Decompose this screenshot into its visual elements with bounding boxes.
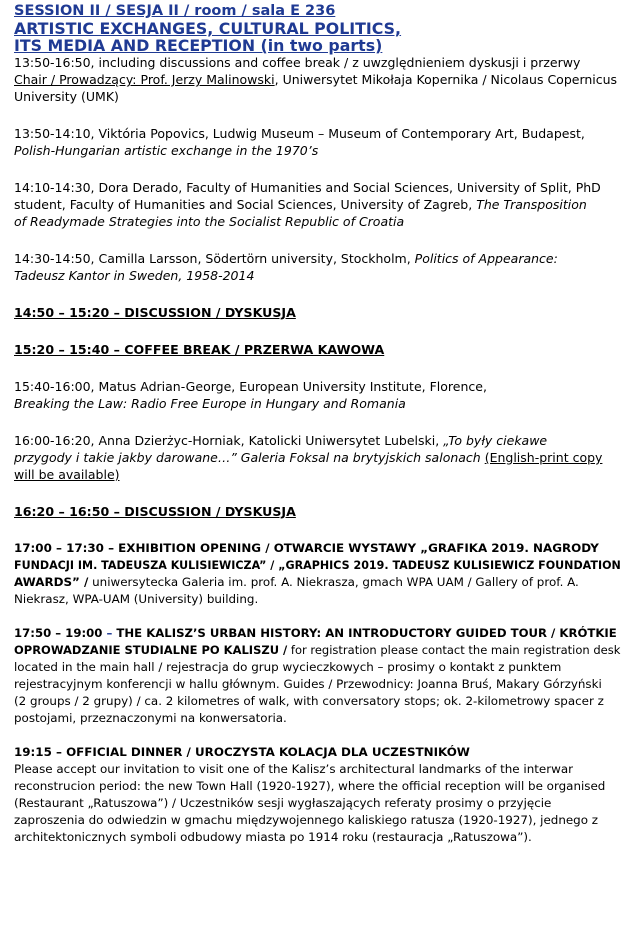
talk-3-title-start: Politics of Appearance: — [414, 251, 558, 266]
talk-5-print-note-cont: will be available) — [14, 467, 120, 482]
chair-line — [14, 71, 626, 88]
session-title-line2: ITS MEDIA AND RECEPTION (in two parts) — [14, 36, 383, 55]
talk-5-print-note: (English-print copy — [484, 450, 603, 465]
talk-5-title-start: „To były ciekawe — [443, 433, 548, 448]
dinner-line-2: reconstrucion period: the new Town Hall (1920-1927), where the official reception will be organised — [14, 779, 606, 793]
tour-line-5: (2 groups / 2 grupy) / ca. 2 kilometres of walk, with conversatory stops; ok. 2-kilometrowy spacer z — [14, 694, 604, 708]
talk-3-title: Tadeusz Kantor in Sweden, 1958-2014 — [14, 268, 255, 283]
talk-1-speaker: 13:50-14:10, Viktória Popovics, Ludwig Museum – Museum of Contemporary Art, Budapest, — [14, 126, 585, 141]
dinner-line-3: (Restaurant „Ratuszowa”) / Uczestników sesji wygłaszających referaty prosimy o przyjęcie — [14, 796, 552, 810]
talk-5-affiliation: 16:00-16:20, Anna Dzierżyc-Horniak, Katolicki Uniwersytet Lubelski, — [14, 433, 444, 448]
talk-2-title: of Readymade Strategies into the Socialist Republic of Croatia — [14, 214, 405, 229]
session-time-info: 13:50-16:50, including discussions and coffee break / z uwzględnieniem dyskusji i przerwy — [14, 55, 581, 70]
tour-title-cont: OPROWADZANIE STUDIALNE PO KALISZU / — [14, 643, 288, 657]
tour-registration: for registration please contact the main registration desk — [287, 643, 621, 657]
tour-line-6: postojami, przeznaczonymi na konwersatoria. — [14, 711, 287, 725]
dinner-line-1: Please accept our invitation to visit one of the Kalisz’s architectural landmarks of the interwar — [14, 762, 574, 776]
program-page — [14, 0, 626, 846]
talk-4-title: Breaking the Law: Radio Free Europe in Hungary and Romania — [14, 396, 406, 411]
talk-1-title: Polish-Hungarian artistic exchange in the 1970’s — [14, 143, 319, 158]
talk-3-affiliation: 14:30-14:50, Camilla Larsson, Södertörn university, Stockholm, — [14, 251, 415, 266]
exhibition-line-4: Niekrasz, WPA-UAM (University) building. — [14, 592, 259, 606]
coffee-break-heading: 15:20 – 15:40 – COFFEE BREAK / PRZERWA KAWOWA — [14, 342, 385, 357]
session-room-line: SESSION II / SESJA II / room / sala E 236 — [14, 3, 336, 19]
exhibition-line-3 — [14, 574, 626, 591]
tour-line-3: located in the main hall / rejestracja do grup wycieczkowych – prosimy o kontakt z punktem — [14, 660, 562, 674]
session-title-line1: ARTISTIC EXCHANGES, CULTURAL POLITICS, — [14, 19, 402, 38]
tour-title: THE KALISZ’S URBAN HISTORY: AN INTRODUCTORY GUIDED TOUR / KRÓTKIE — [112, 626, 617, 640]
dinner-line-4: zaproszenia do odwiedzin w gmachu międzywojennego kaliskiego ratusza (1920-1927), jednego z — [14, 813, 599, 827]
dinner-heading: 19:15 – OFFICIAL DINNER / UROCZYSTA KOLACJA DLA UCZESTNIKÓW — [14, 745, 470, 759]
chair-affiliation-cont: University (UMK) — [14, 89, 119, 104]
exhibition-line-2: FUNDACJI IM. TADEUSZA KULISIEWICZA” / „GRAPHICS 2019. TADEUSZ KULISIEWICZ FOUNDATION — [14, 559, 621, 572]
exhibition-awards: AWARDS” / — [14, 575, 89, 589]
discussion-2-heading: 16:20 – 16:50 – DISCUSSION / DYSKUSJA — [14, 504, 296, 519]
talk-5-title: przygody i takie jakby darowane…” Galeria Foksal na brytyjskich salonach — [14, 450, 481, 465]
tour-time: 17:50 – 19:00 — [14, 626, 107, 640]
exhibition-line-1: 17:00 – 17:30 – EXHIBITION OPENING / OTWARCIE WYSTAWY „GRAFIKA 2019. NAGRODY — [14, 541, 599, 555]
talk-5-title-line — [14, 449, 626, 466]
talk-2-speaker-cont — [14, 196, 626, 213]
talk-2-title-start: The Transposition — [476, 197, 587, 212]
dinner-line-5: architektonicznych symboli odbudowy miasta po 1914 roku (restauracja „Ratuszowa”). — [14, 830, 532, 844]
chair-label: Chair / Prowadzący: Prof. Jerzy Malinowski — [14, 72, 275, 87]
chair-affiliation: , Uniwersytet Mikołaja Kopernika / Nicolaus Copernicus — [274, 72, 618, 87]
exhibition-venue: uniwersytecka Galeria im. prof. A. Niekrasza, gmach WPA UAM / Gallery of prof. A. — [88, 575, 579, 589]
tour-line-1 — [14, 625, 626, 642]
tour-line-4: rejestracyjnym konferencji w hallu głównym. Guides / Przewodnicy: Joanna Bruś, Makary Górzyński — [14, 677, 602, 691]
talk-5-speaker — [14, 432, 626, 449]
talk-4-speaker: 15:40-16:00, Matus Adrian-George, European University Institute, Florence, — [14, 379, 487, 394]
talk-3-speaker — [14, 250, 626, 267]
talk-2-speaker: 14:10-14:30, Dora Derado, Faculty of Humanities and Social Sciences, University of Split, PhD — [14, 180, 601, 195]
discussion-1-heading: 14:50 – 15:20 – DISCUSSION / DYSKUSJA — [14, 305, 296, 320]
tour-line-2 — [14, 642, 626, 659]
tour-dash: – — [106, 626, 113, 640]
talk-2-affiliation: student, Faculty of Humanities and Social Sciences, University of Zagreb, — [14, 197, 477, 212]
